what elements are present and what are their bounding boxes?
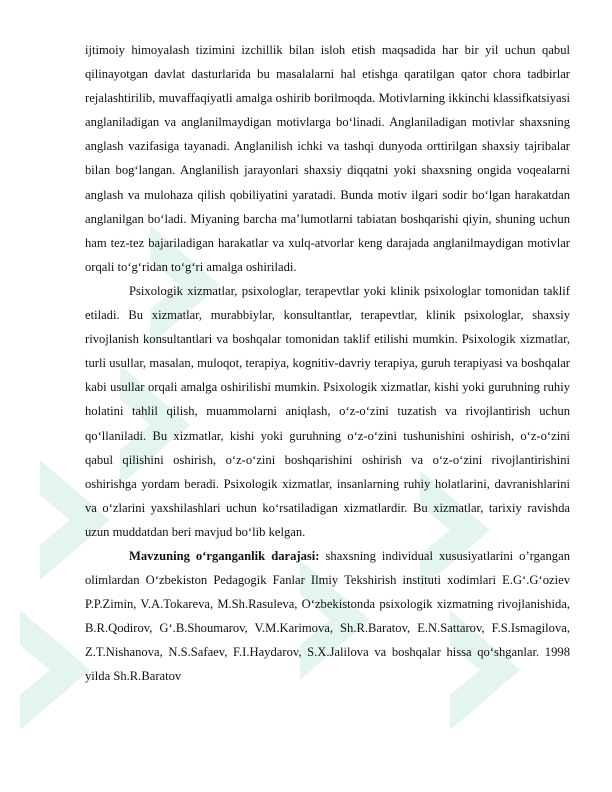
paragraph-2: Psixologik xizmatlar, psixologlar, terapevtlar yoki klinik psixologlar tomonidan taklif etiladi. Bu xizmatlar, murabbiylar, konsultantlar, terapevtlar, klinik psixologlar, shaxsiy rivojlanish konsultantlari va boshqalar tomonidan taklif etilishi mumkin. Psixologik xizmatlar, turli usullar, masalan, muloqot, terapiya, kognitiv-davriy terapiya, guruh terapiyasi va boshqalar kabi usullar orqali amalga oshirilishi mumkin. Psixologik xizmatlar, kishi yoki guruhning ruhiy holatini tahlil qilish, muammolarni aniqlash, o‘z-o‘zini tuzatish va rivojlantirish uchun qo‘llaniladi. Bu xizmatlar, kishi yoki guruhning o‘z-o‘zini tushunishini oshirish, o‘z-o‘zini qabul qilishini oshirish, o‘z-o‘zini boshqarishini oshirish va o‘z-o‘zini rivojlantirishini oshirishga yordam beradi. Psixologik xizmatlar, insanlarning ruhiy holatlarini, davranishlarini va o‘zlarini yaxshilashlari uchun ko‘rsatiladigan xizmatlardir. Bu xizmatlar, tarixiy ravishda uzun muddatdan beri mavjud bo‘lib kelgan.: [85, 283, 570, 539]
document-page: [85, 38, 570, 689]
paragraph-3: [85, 544, 570, 689]
section-heading: Mavzuning o‘rganganlik darajasi:: [129, 548, 320, 563]
paragraph-3-text: shaxsning individual xususiyatlarini o’rgangan olimlardan O‘zbekiston Pedagogik Fanlar Ilmiy Tekshirish instituti xodimlari E.G‘.G‘oziev P.P.Zimin, V.A.Tokareva, M.Sh.Rasuleva, O‘zbekistonda psixologik xizmatning rivojlanishida, B.R.Qodirov, G‘.B.Shoumarov, V.M.Karimova, Sh.R.Baratov, E.N.Sattarov, F.S.Ismagilova, Z.T.Nishanova, N.S.Safaev, F.I.Haydarov, S.X.Jalilova va boshqalar hissa qo‘shganlar. 1998 yilda Sh.R.Baratov: [85, 548, 570, 684]
paragraph-1: ijtimoiy himoyalash tizimini izchillik bilan isloh etish maqsadida har bir yil uchun qabul qilinayotgan davlat dasturlarida bu masalalarni hal etishga qaratilgan qator chora tadbirlar rejalashtirilib, muvaffaqiyatli amalga oshirib borilmoqda. Motivlarning ikkinchi klassifkatsiyasi anglaniladigan va anglanilmaydigan motivlarga bo‘linadi. Anglaniladigan motivlar shaxsning anglash vazifasiga tayanadi. Anglanilish ichki va tashqi dunyoda orttirilgan shaxsiy tajribalar bilan bog‘langan. Anglanilish jarayonlari shaxsiy diqqatni yoki shaxsning ongida voqealarni anglash va mulohaza qilish qobiliyatini yaratadi. Bunda motiv ilgari sodir bo‘lgan harakatdan anglanilgan bo‘ladi. Miyaning barcha ma’lumotlarni tabiatan boshqarishi qiyin, shuning uchun ham tez-tez bajariladigan harakatlar va xulq-atvorlar keng darajada anglanilmaydigan motivlar orqali to‘g‘ridan to‘g‘ri amalga oshiriladi.: [85, 43, 570, 274]
